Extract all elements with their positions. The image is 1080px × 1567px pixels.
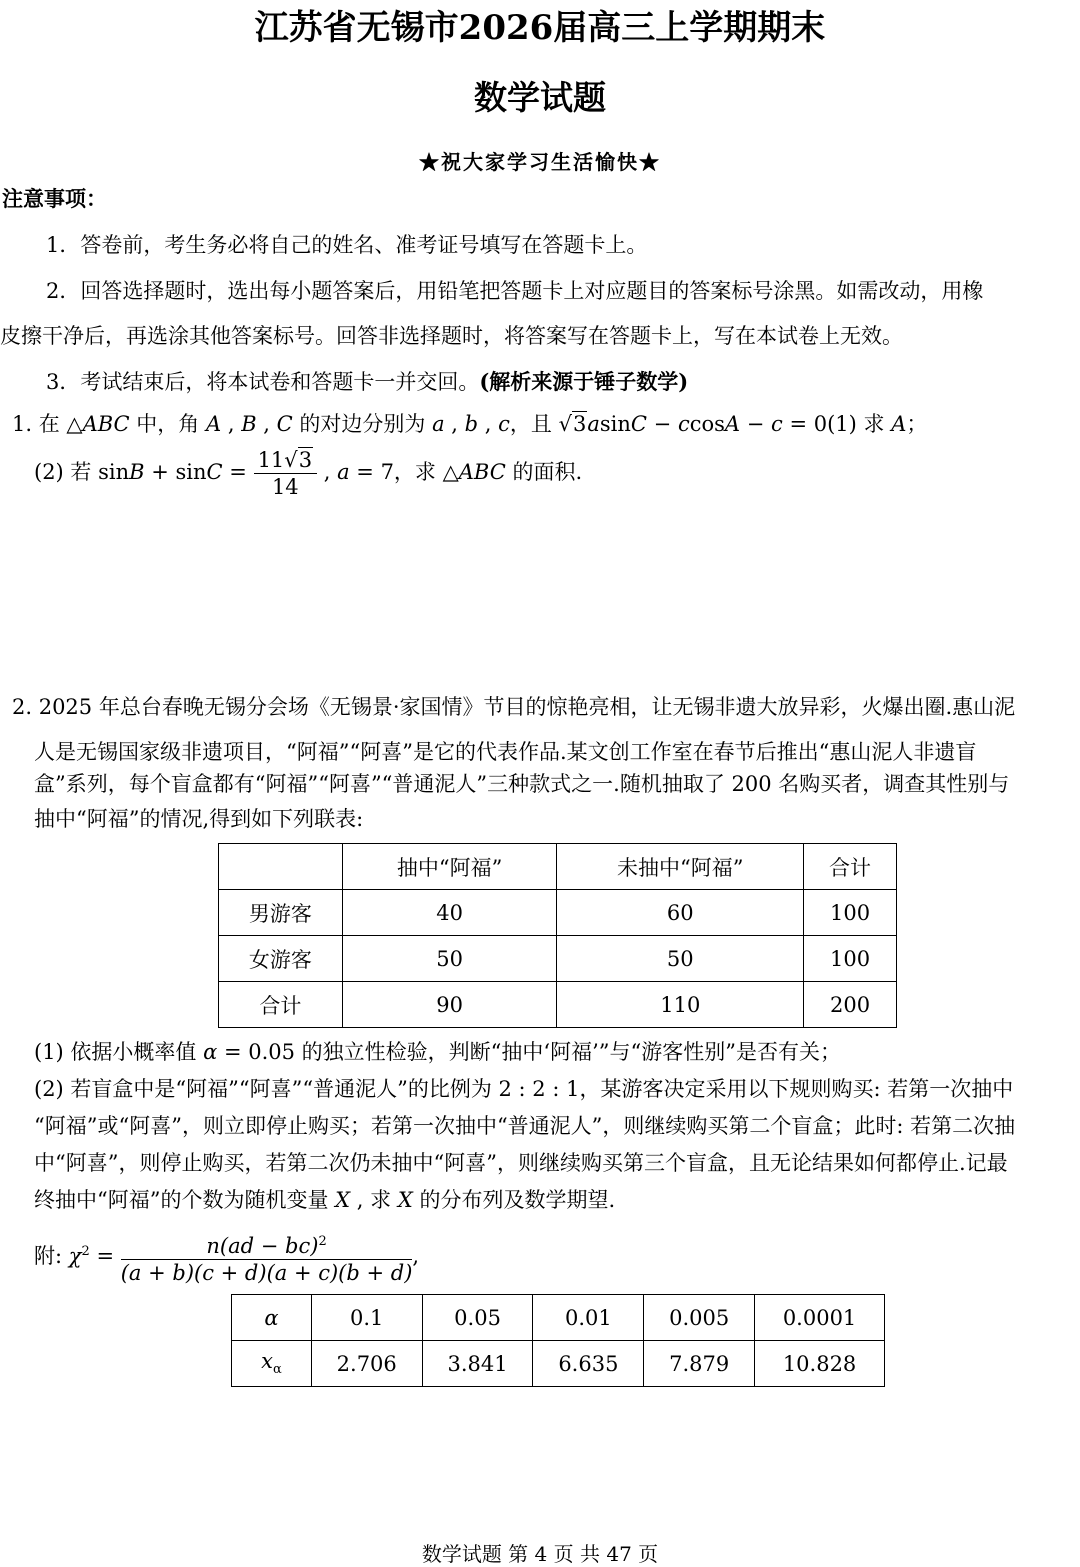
answer-source-note: (解析来源于锤子数学) <box>479 369 689 394</box>
fraction-numerator <box>254 447 318 474</box>
table-cell: 60 <box>557 890 804 936</box>
exam-title: 江苏省无锡市2026届高三上学期期末 <box>254 8 826 48</box>
formula-den-text: (a + b)(c + d)(a + c)(b + d) <box>120 1261 413 1285</box>
q1-text: ，且 <box>509 412 559 436</box>
chi-square-formula <box>34 1222 419 1286</box>
q1-text: , <box>444 412 465 436</box>
table-header-cell: 合计 <box>804 844 897 890</box>
q1p2-text: = <box>222 460 254 484</box>
page-footer: 数学试题 第 4 页 共 47 页 <box>421 1542 659 1566</box>
q2-part-2-line-4 <box>34 1185 615 1215</box>
table-row <box>232 1341 885 1387</box>
critical-value-table <box>231 1294 885 1387</box>
q1-var: a <box>432 412 445 436</box>
q2-line-4: 抽中“阿福”的情况,得到如下列联表: <box>34 807 364 831</box>
q1-var: B <box>241 412 257 436</box>
q1p2-text: (2) 若 sin <box>34 460 130 484</box>
table-cell: 女游客 <box>219 936 343 982</box>
q1-triangle: ABC <box>82 412 130 436</box>
q1-fn: sin <box>599 412 631 436</box>
table-cell: 110 <box>557 982 804 1028</box>
q2p2-var: X <box>397 1188 413 1212</box>
table-cell: 3.841 <box>422 1341 533 1387</box>
formula-numerator <box>121 1229 413 1260</box>
q2-line-2: 人是无锡国家级非遗项目，“阿福”“阿喜”是它的代表作品.某文创工作室在春节后推出“惠山泥人非遗盲 <box>34 740 977 764</box>
x-alpha-label-cell <box>232 1341 312 1387</box>
q2p2-var: X <box>335 1188 351 1212</box>
q1-var: A <box>724 412 741 436</box>
q1-text: , <box>478 412 499 436</box>
table-cell: 2.706 <box>311 1341 422 1387</box>
formula-num-exp: 2 <box>318 1234 327 1249</box>
x-label-subscript: α <box>272 1362 282 1378</box>
q1-text: , <box>256 412 277 436</box>
table-cell: 90 <box>342 982 557 1028</box>
q2p1-text: = 0.05 的独立性检验，判断“抽中‘阿福’”与“游客性别”是否有关； <box>217 1040 841 1064</box>
fraction-denominator: 14 <box>271 475 299 499</box>
table-cell: 男游客 <box>219 890 343 936</box>
sqrt-radicand: 3 <box>298 448 313 472</box>
formula-denominator <box>121 1260 413 1286</box>
q1p2-text: = 7，求 △ <box>349 460 459 484</box>
q1-var: C <box>276 412 293 436</box>
x-label: x <box>261 1349 273 1374</box>
q1-op: − <box>740 412 772 436</box>
q1-text: 在 △ <box>32 412 83 436</box>
q1p2-triangle: ABC <box>458 460 506 484</box>
formula-chi: χ <box>68 1244 82 1268</box>
blessing-banner: ★祝大家学习生活愉快★ <box>419 150 661 174</box>
q1p2-text: , <box>317 460 338 484</box>
table-row <box>232 1295 885 1341</box>
table-cell: 100 <box>804 936 897 982</box>
alpha-label-cell <box>232 1295 312 1341</box>
q2-part-2-line-2: “阿福”或“阿喜”，则立即停止购买；若第一次抽中“普通泥人”，则继续购买第二个盲盒；此时: 若第二次抽 <box>34 1114 1016 1138</box>
q2-part-2-line-1: (2) 若盲盒中是“阿福”“阿喜”“普通泥人”的比例为 2 : 2 : 1，某游客决定采用以下规则购买: 若第一次抽中 <box>34 1077 1014 1101</box>
table-cell: 6.635 <box>533 1341 644 1387</box>
q1p2-text: + sin <box>144 460 207 484</box>
q1p2-var: a <box>337 460 350 484</box>
q1-var: A <box>205 412 222 436</box>
q1-text: ； <box>906 412 928 436</box>
table-cell: 0.0001 <box>755 1295 885 1341</box>
q2p2-text: 终抽中“阿福”的个数为随机变量 <box>34 1188 336 1212</box>
table-cell: 10.828 <box>755 1341 885 1387</box>
q1-var: c <box>677 412 690 436</box>
table-row <box>219 982 897 1028</box>
q2p2-text: 的分布列及数学期望. <box>412 1188 616 1212</box>
q1-var: C <box>630 412 647 436</box>
q1-stem <box>12 409 927 439</box>
table-cell: 0.01 <box>533 1295 644 1341</box>
sqrt-symbol: √ <box>558 412 572 436</box>
formula-eq: = <box>89 1244 121 1268</box>
notice-item-2-line-1: 2．回答选择题时，选出每小题答案后，用铅笔把答题卡上对应题目的答案标号涂黑。如需改动，用橡 <box>46 279 984 303</box>
notice-item-3 <box>46 367 688 397</box>
notice-item-1: 1．答卷前，考生务必将自己的姓名、准考证号填写在答题卡上。 <box>46 233 648 257</box>
table-cell: 7.879 <box>644 1341 755 1387</box>
table-header-cell <box>219 844 343 890</box>
table-header-cell: 抽中“阿福” <box>342 844 557 890</box>
q1-fn: cos <box>689 412 725 436</box>
q1-var: b <box>464 412 479 436</box>
q1p2-var: C <box>206 460 223 484</box>
q1p2-text: 的面积. <box>505 460 583 484</box>
alpha-label: α <box>264 1305 279 1330</box>
q1-var: c <box>771 412 783 436</box>
table-cell: 200 <box>804 982 897 1028</box>
table-header-cell: 未抽中“阿福” <box>557 844 804 890</box>
sqrt-radicand: 3 <box>572 412 587 436</box>
table-row <box>219 890 897 936</box>
q1-op: − <box>647 412 678 436</box>
table-cell: 0.005 <box>644 1295 755 1341</box>
q1-text: = 0(1) 求 <box>782 412 892 436</box>
notice-item-2-line-2: 皮擦干净后，再选涂其他答案标号。回答非选择题时，将答案写在答题卡上，写在本试卷上无效。 <box>0 324 903 348</box>
table-header-row <box>219 844 897 890</box>
q2p2-text: , 求 <box>350 1188 398 1212</box>
q2-part-2-line-3: 中“阿喜”，则停止购买，若第二次仍未抽中“阿喜”，则继续购买第三个盲盒，且无论结果如何都停止.记最 <box>34 1151 1008 1175</box>
q1-var: a <box>587 412 600 436</box>
table-row <box>219 936 897 982</box>
table-cell: 100 <box>804 890 897 936</box>
fraction-num-int: 11 <box>257 448 285 472</box>
formula-comma: , <box>412 1244 420 1268</box>
table-cell: 40 <box>342 890 557 936</box>
formula-num-text: n(ad − bc) <box>206 1234 319 1258</box>
q1-var: c <box>498 412 510 436</box>
q1-number: 1. <box>12 412 33 436</box>
q1-text: 中，角 <box>129 412 206 436</box>
q2-part-1 <box>34 1037 841 1067</box>
table-cell: 合计 <box>219 982 343 1028</box>
formula-prefix: 附: <box>34 1244 69 1268</box>
formula-chi-exp: 2 <box>81 1244 90 1259</box>
q1-text: , <box>221 412 242 436</box>
notice-item-3-text: 3．考试结束后，将本试卷和答题卡一并交回。 <box>46 370 480 394</box>
table-cell: 50 <box>557 936 804 982</box>
q1-var: A <box>891 412 907 436</box>
q2p1-text: (1) 依据小概率值 <box>34 1040 204 1064</box>
q2-line-1: 2. 2025 年总台春晚无锡分会场《无锡景·家国情》节目的惊艳亮相，让无锡非遗大放异彩，火爆出圈.惠山泥 <box>12 695 1016 719</box>
q2-line-3: 盒”系列，每个盲盒都有“阿福”“阿喜”“普通泥人”三种款式之一.随机抽取了 200 名购买者，调查其性别与 <box>34 772 1010 796</box>
table-cell: 50 <box>342 936 557 982</box>
exam-subtitle: 数学试题 <box>474 78 606 117</box>
q1-part-2 <box>34 442 582 502</box>
q1p2-var: B <box>129 460 145 484</box>
q1p2-fraction <box>254 447 318 500</box>
q1-text: 的对边分别为 <box>292 412 433 436</box>
sqrt-symbol: √ <box>284 448 298 472</box>
contingency-table <box>218 843 897 1028</box>
table-cell: 0.1 <box>311 1295 422 1341</box>
formula-fraction <box>121 1229 413 1286</box>
q2p1-alpha: α <box>203 1040 218 1064</box>
table-cell: 0.05 <box>422 1295 533 1341</box>
notice-heading: 注意事项： <box>2 186 107 211</box>
